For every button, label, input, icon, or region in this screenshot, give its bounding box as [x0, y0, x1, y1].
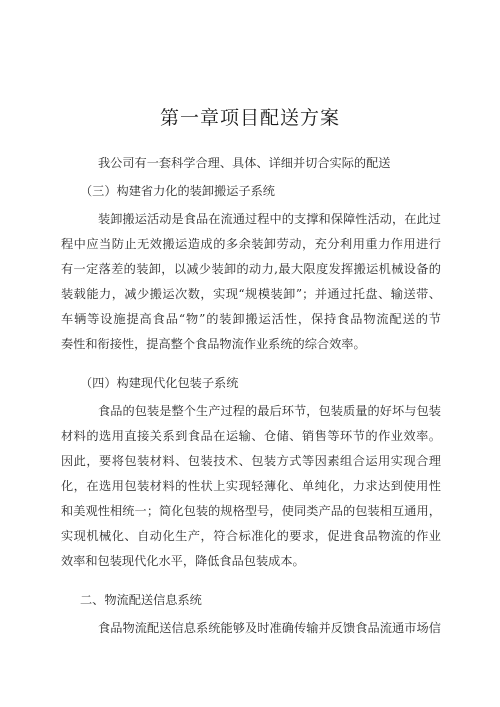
section-two-heading: 二、物流配送信息系统: [80, 593, 202, 607]
section-4-line: 食品的包装是整个生产过程的最后环节，包装质量的好坏与包装: [98, 404, 441, 418]
section-3-line: 程中应当防止无效搬运造成的多余装卸劳动，充分利用重力作用进行: [61, 237, 441, 251]
section-3-line: 有一定落差的装卸，以减少装卸的动力,最大限度发挥搬运机械设备的: [61, 262, 441, 276]
section-4-line: 因此，要将包装材料、包装技术、包装方式等因素组合运用实现合理: [61, 454, 441, 468]
section-4-line: 实现机械化、自动化生产，符合标准化的要求，促进食品物流的作业: [61, 529, 441, 543]
section-3-line: 奏性和衔接性，提高整个食品物流作业系统的综合效率。: [61, 337, 366, 351]
section-3-heading: （三）构建省力化的装卸搬运子系统: [80, 184, 275, 198]
section-4-line: 和美观性相统一；简化包装的规格型号，使同类产品的包装相互通用，: [61, 504, 441, 518]
section-3-line: 装卸搬运活动是食品在流通过程中的支撑和保障性活动，在此过: [98, 212, 441, 226]
page-title: 第一章项目配送方案: [159, 107, 340, 129]
section-two-line: 食品物流配送信息系统能够及时准确传输并反馈食品流通市场信: [98, 621, 441, 635]
section-4-heading: （四）构建现代化包装子系统: [80, 376, 239, 390]
section-4-line: 化，在选用包装材料的性状上实现轻薄化、单纯化，力求达到使用性: [61, 479, 441, 493]
intro-paragraph: 我公司有一套科学合理、具体、详细并切合实际的配送: [98, 156, 391, 170]
section-4-line: 材料的选用直接关系到食品在运输、仓储、销售等环节的作业效率。: [61, 429, 441, 443]
section-4-line: 效率和包装现代化水平，降低食品包装成本。: [61, 554, 305, 568]
section-3-line: 车辆等设施提高食品“物”的装卸搬运活性，保持食品物流配送的节: [61, 312, 441, 326]
section-3-line: 装载能力，减少搬运次数，实现“规模装卸”；并通过托盘、输送带、: [61, 287, 441, 301]
